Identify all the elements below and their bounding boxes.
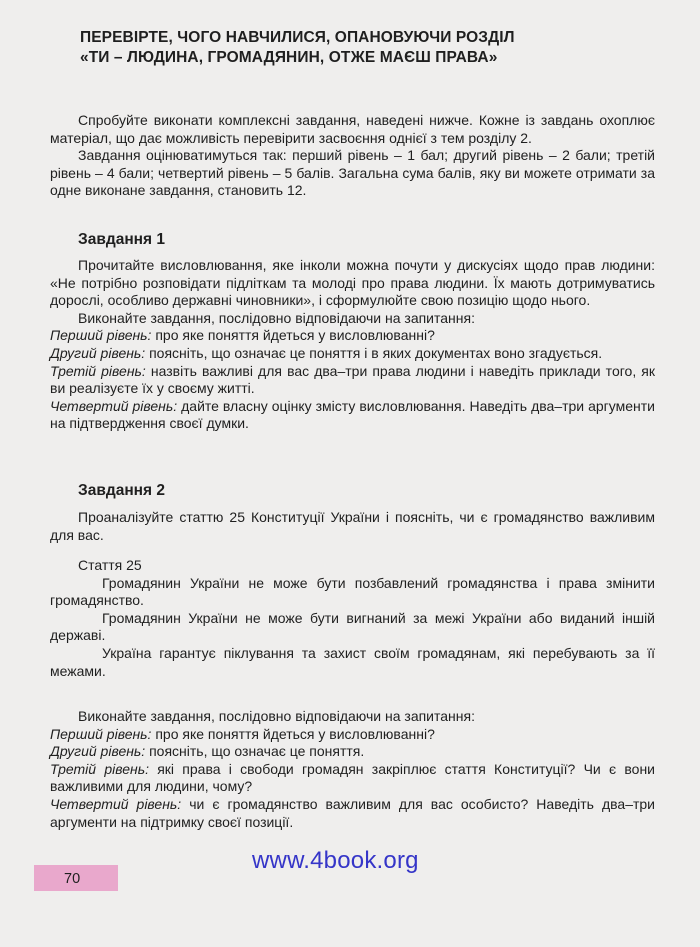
level-label: Другий рівень:	[50, 344, 146, 361]
level-text: чи є громадянство важливим для вас особисто? Наведіть два–три аргументи на підтримку своєї позиції.	[50, 795, 655, 830]
task2-levels-block	[50, 708, 655, 831]
task1-heading: Завдання 1	[78, 231, 166, 248]
task2-level-1	[50, 726, 655, 744]
level-text: про яке поняття йдеться у висловлюванні?	[151, 327, 435, 344]
task1-level-4	[50, 398, 655, 433]
level-text: які права і свободи громадян закріплює стаття Конституції? Чи є вони важливими для людини, чому?	[50, 760, 656, 795]
task2-instruction: Виконайте завдання, послідовно відповідаючи на запитання:	[78, 708, 475, 724]
level-text: дайте власну оцінку змісту висловлювання. Наведіть два–три аргументи на підтвердження своєї думки.	[50, 397, 655, 432]
level-text: поясніть, що означає це поняття.	[145, 743, 365, 760]
level-label: Перший рівень:	[50, 725, 152, 742]
intro-paragraph-2: Завдання оцінюватимуться так: перший рівень – 1 бал; другий рівень – 2 бали; третій рівень – 4 бали; четвертий рівень – 5 балів. Загальна сума балів, яку ви можете отримати за одне виконане завдання, становить 12.	[50, 147, 655, 199]
section-review-title	[80, 28, 640, 68]
level-label: Четвертий рівень:	[50, 795, 182, 812]
level-text: поясніть, що означає це поняття і в яких документах воно згадується.	[145, 344, 603, 361]
task2-level-2	[50, 743, 655, 761]
level-label: Другий рівень:	[50, 743, 146, 760]
level-label: Третій рівень:	[50, 362, 146, 379]
level-text: про яке поняття йдеться у висловлюванні?	[151, 725, 435, 742]
article-paragraph-2: Громадянин України не може бути вигнаний за межі України або виданий іншій державі.	[50, 609, 655, 644]
level-label: Перший рівень:	[50, 327, 152, 344]
task2-paragraph-1: Проаналізуйте статтю 25 Конституції України і поясніть, чи є громадянство важливим для вас.	[50, 509, 655, 543]
task1-level-1	[50, 327, 655, 345]
task1-level-2	[50, 345, 655, 363]
page-number-tab	[34, 865, 118, 891]
constitution-article-block	[50, 557, 655, 680]
intro-block	[50, 112, 655, 200]
task2-level-4	[50, 796, 655, 831]
intro-paragraph-1: Спробуйте виконати комплексні завдання, наведені нижче. Кожне із завдань охоплює матеріал, що дає можливість перевірити засвоєння однієї з тем розділу 2.	[50, 112, 655, 146]
article-title: Стаття 25	[78, 557, 142, 573]
task1-level-3	[50, 363, 655, 398]
task2-heading: Завдання 2	[78, 482, 166, 499]
task2-intro-block	[50, 509, 655, 544]
level-text: назвіть важливі для вас два–три права людини і наведіть приклади того, як ви реалізуєте їх у своєму житті.	[50, 362, 655, 397]
website-watermark: www.4book.org	[252, 847, 419, 874]
level-label: Третій рівень:	[50, 760, 149, 777]
task2-level-3	[50, 761, 655, 796]
page-number: 70	[64, 871, 81, 887]
level-label: Четвертий рівень:	[50, 397, 178, 414]
task1-instruction: Виконайте завдання, послідовно відповідаючи на запитання:	[78, 309, 475, 326]
article-paragraph-1: Громадянин України не може бути позбавлений громадянства і права змінити громадянство.	[50, 574, 655, 609]
task1-paragraph-1: Прочитайте висловлювання, яке інколи можна почути у дискусіях щодо прав людини: «Не потрібно розповідати підліткам та молоді про права людини. Їх мають дотримуватись дорослі, особливо державні чиновники», і сформулюйте свою позицію щодо нього.	[50, 257, 655, 309]
title-line-1: ПЕРЕВІРТЕ, ЧОГО НАВЧИЛИСЯ, ОПАНОВУЮЧИ РОЗДІЛ	[80, 29, 515, 46]
title-line-2: «ТИ – ЛЮДИНА, ГРОМАДЯНИН, ОТЖЕ МАЄШ ПРАВА»	[80, 49, 498, 66]
article-paragraph-3: Україна гарантує піклування та захист своїм громадянам, які перебувають за її межами.	[50, 644, 655, 679]
task1-block	[50, 257, 655, 433]
